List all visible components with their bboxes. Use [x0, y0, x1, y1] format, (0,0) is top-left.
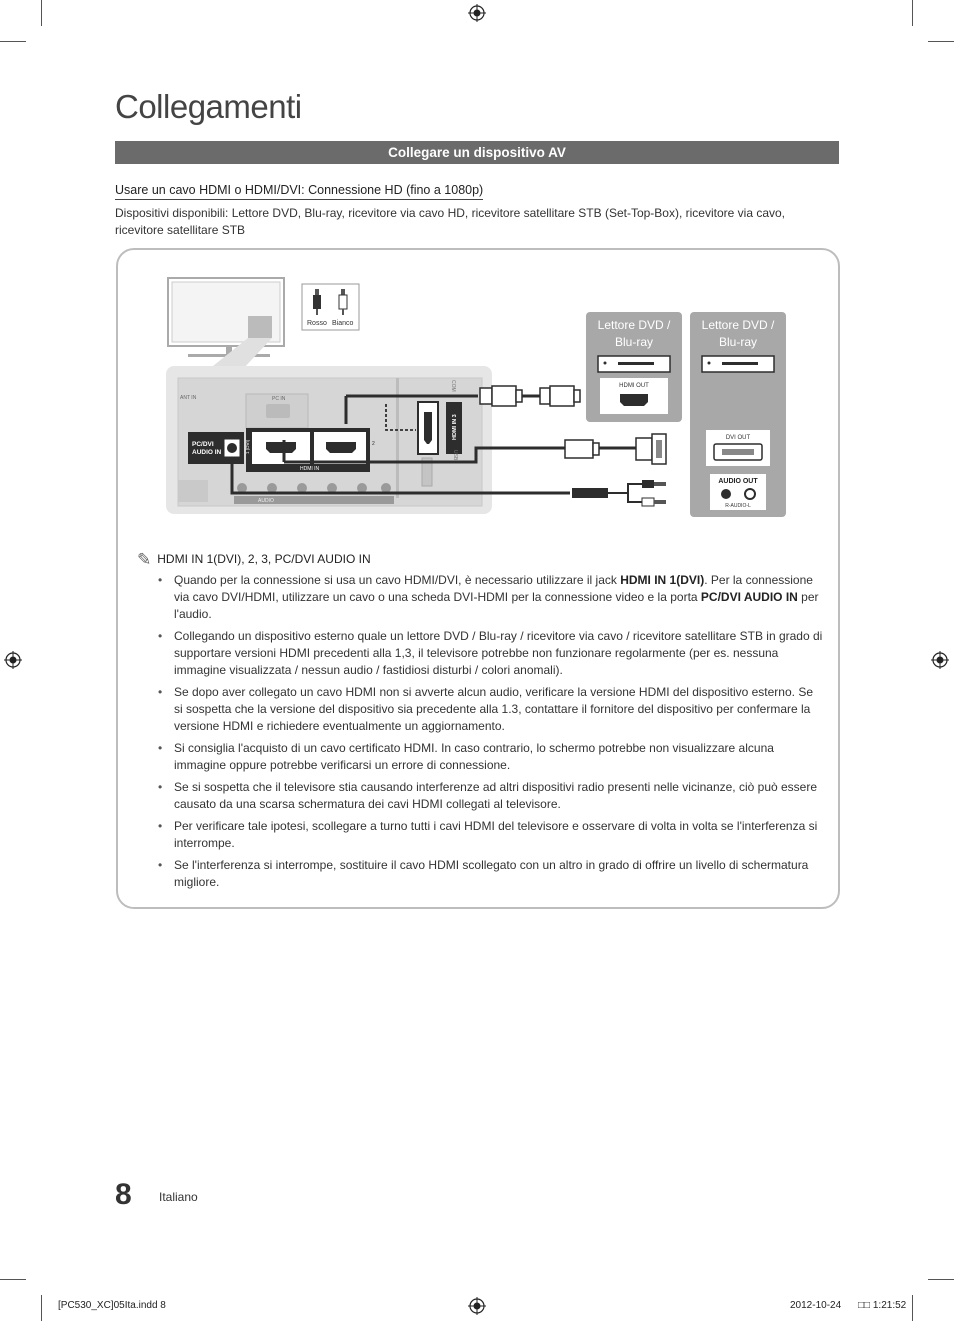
ant-in-label: ANT IN — [180, 395, 197, 401]
registration-mark-icon — [468, 1297, 486, 1315]
hdmi-port-3-icon — [424, 412, 432, 444]
note-heading — [137, 550, 371, 570]
hdmi-plug-left-icon — [480, 386, 522, 406]
pc-dvi-audio-jack-icon — [227, 443, 237, 453]
crop-mark — [912, 0, 913, 26]
device-1-label-2: Blu-ray — [614, 335, 654, 349]
crop-mark — [0, 1279, 26, 1280]
hdmi-in-label: HDMI IN — [300, 466, 320, 472]
bullet-text: . Per la connessione via cavo DVI/HDMI, utilizzare un cavo o una scheda DVI-HDMI per la connessione video e la porta — [174, 573, 813, 604]
audio-out-r-jack-icon — [721, 489, 731, 499]
registration-mark-icon — [468, 4, 486, 22]
device-2-dvi-label: DVI OUT — [725, 435, 751, 441]
crop-mark — [41, 0, 42, 26]
crop-mark — [928, 41, 954, 42]
hdmi-plug-dvi-side-icon — [565, 440, 599, 458]
device-2-label-1: Lettore DVD / — [701, 318, 775, 332]
page-number: 8 — [115, 1178, 132, 1211]
list-item — [158, 572, 823, 623]
av-audio-label: AUDIO — [258, 498, 274, 504]
hdmi-plug-right-icon — [540, 386, 580, 406]
device-1-port-label: HDMI OUT — [619, 383, 649, 389]
tv-icon — [168, 278, 284, 357]
hdmi-in-3-label: HDMI IN 3 — [452, 414, 458, 440]
registration-mark-icon — [4, 651, 22, 669]
bullet-text: Quando per la connessione si usa un cavo HDMI/DVI, è necessario utilizzare il jack — [174, 573, 621, 587]
crop-mark — [0, 41, 26, 42]
note-heading-text: HDMI IN 1(DVI), 2, 3, PC/DVI AUDIO IN — [157, 552, 371, 566]
device-2-label-2: Blu-ray — [718, 335, 758, 349]
keyword: PC/DVI AUDIO IN — [700, 590, 798, 604]
rca-plug-pair-icon — [642, 480, 666, 506]
dvd-player-icon — [702, 356, 774, 372]
device-1-label-1: Lettore DVD / — [597, 318, 671, 332]
subheading: Usare un cavo HDMI o HDMI/DVI: Connessione HD (fino a 1080p) — [115, 183, 483, 200]
hdmi-port-1-icon — [266, 442, 296, 453]
section-title-bar: Collegare un dispositivo AV — [115, 141, 839, 164]
list-item: • Se l'interferenza si interrompe, sostituire il cavo HDMI scollegato con un altro in grado di offrire un livello di schermatura migliore. — [158, 857, 823, 891]
com-label: COM — [450, 380, 456, 392]
audio-out-l-jack-icon — [745, 489, 755, 499]
usb-label: USB — [452, 450, 458, 461]
footer-time: □□ 1:21:52 — [858, 1300, 907, 1311]
list-item: • Per verificare tale ipotesi, scollegare a turno tutti i cavi HDMI del televisore e osservare di volta in volta se l'interferenza si interrompe. — [158, 818, 823, 852]
pc-dvi-audio-label-1: PC/DVI — [192, 441, 214, 448]
intro-text: Dispositivi disponibili: Lettore DVD, Blu-ray, ricevitore via cavo HD, ricevitore satellitare STB (Set-Top-Box), ricevitore via cavo, ricevitore satellitare STB — [115, 206, 786, 237]
dvd-player-icon — [598, 356, 670, 372]
crop-mark — [912, 1295, 913, 1321]
hdmi-port-2-label: 2 — [372, 441, 375, 447]
connection-diagram — [160, 272, 800, 522]
list-item: • Collegando un dispositivo esterno quale un lettore DVD / Blu-ray / ricevitore via cavo / ricevitore satellitare STB in grado di supportare versioni HDMI precedenti alla 1,3, il televisore potrebbe non funzionare regolarmente (per es. nessuna immagine visualizzata / nessun audio / fastidiosi disturbi / colori anomali). — [158, 628, 823, 679]
page-title: Collegamenti — [115, 88, 302, 125]
mini-jack-plug-icon — [572, 488, 608, 498]
note-bullet-list — [158, 572, 823, 896]
dvi-plug-icon — [636, 434, 666, 464]
list-item: • Se dopo aver collegato un cavo HDMI non si avverte alcun audio, verificare la versione HDMI del dispositivo esterno. Se si sospetta che la versione del dispositivo sia precedente alla 1.3, contattare il fornitore del dispositivo per confermare la versione HDMI e richiedere eventualmente un aggiornamento. — [158, 684, 823, 735]
footer-file: [PC530_XC]05Ita.indd 8 — [58, 1300, 166, 1311]
list-item: • Se si sospetta che il televisore stia causando interferenze ad altri dispositivi radio presenti nelle vicinanze, ciò può essere causato da una scarsa schermatura dei cavi HDMI collegati al televisore. — [158, 779, 823, 813]
list-item: • Si consiglia l'acquisto di un cavo certificato HDMI. In caso contrario, lo schermo potrebbe non visualizzare alcuna immagine oppure potrebbe verificarsi un errore di connessione. — [158, 740, 823, 774]
hdmi-port-1-label: 1 (DVI) — [245, 439, 250, 454]
pencil-note-icon: ✎ — [137, 550, 152, 569]
crop-mark — [41, 1295, 42, 1321]
pc-dvi-audio-label-2: AUDIO IN — [192, 449, 222, 456]
hdmi-port-2-icon — [326, 442, 356, 453]
registration-mark-icon — [931, 651, 949, 669]
page-language: Italiano — [159, 1190, 198, 1204]
white-label: Bianco — [332, 320, 354, 327]
red-label: Rosso — [307, 320, 327, 327]
footer-date: 2012-10-24 — [790, 1300, 842, 1311]
pc-in-label: PC IN — [272, 396, 286, 402]
device-2-audio-label: AUDIO OUT — [718, 478, 758, 485]
hdmi-out-port-icon — [620, 394, 648, 406]
bullet-text: per l'audio. — [174, 590, 819, 621]
device-2-audio-sub-label: R-AUDIO-L — [725, 503, 751, 509]
keyword: HDMI IN 1(DVI) — [620, 573, 705, 587]
crop-mark — [928, 1279, 954, 1280]
